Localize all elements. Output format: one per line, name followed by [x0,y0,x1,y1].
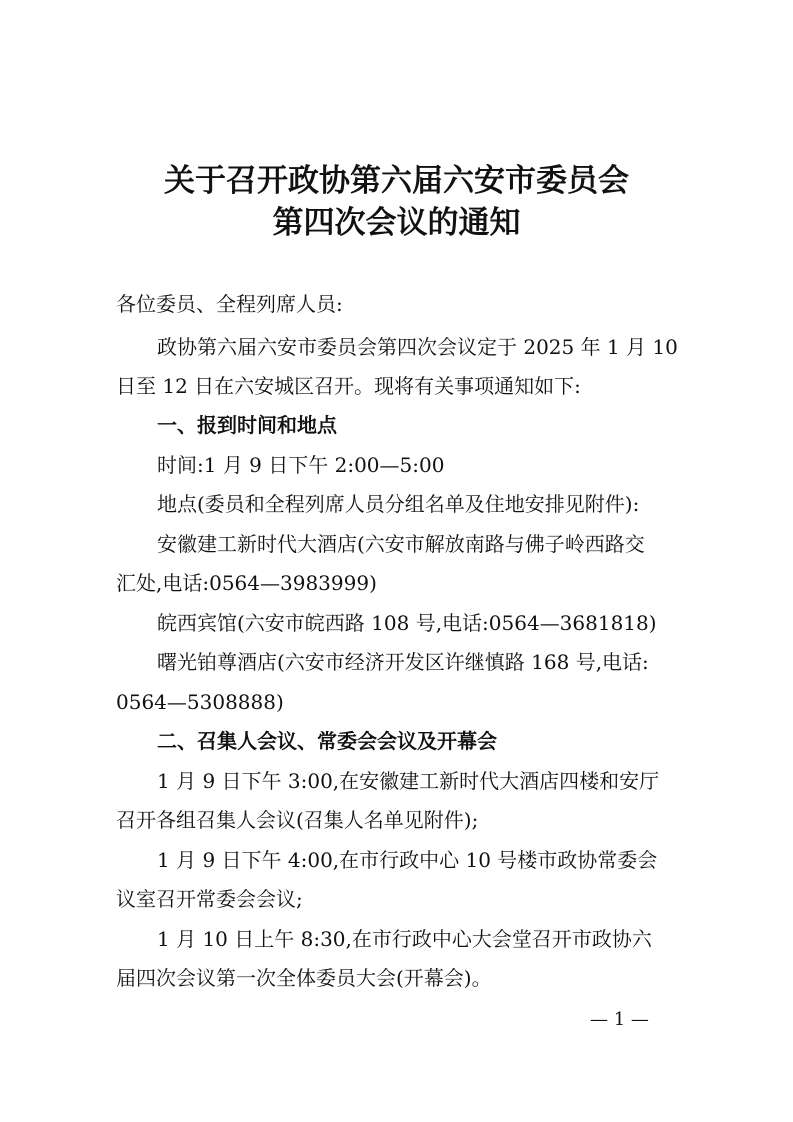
hotel-1-line-1: 安徽建工新时代大酒店(六安市解放南路与佛子岭西路交 [157,532,645,556]
page-number: — 1 — [590,1009,649,1030]
hotel-1-line-2: 汇处,电话:0564—3983999) [116,571,377,595]
item-2-line-2: 议室召开常委会会议; [116,887,303,911]
hotel-2-line: 皖西宾馆(六安市皖西路 108 号,电话:0564—3681818) [157,611,657,635]
hotel-3-line-2: 0564—5308888) [116,690,284,714]
item-3-line-1: 1 月 10 日上午 8:30,在市行政中心大会堂召开市政协六 [157,927,652,951]
section-2-heading: 二、召集人会议、常委会会议及开幕会 [157,729,497,753]
time-line: 时间:1 月 9 日下午 2:00—5:00 [157,453,445,477]
place-line: 地点(委员和全程列席人员分组名单及住地安排见附件): [157,492,640,516]
intro-paragraph-line-2: 日至 12 日在六安城区召开。现将有关事项通知如下: [116,374,581,398]
hotel-3-line-1: 曙光铂尊酒店(六安市经济开发区许继慎路 168 号,电话: [157,650,649,674]
intro-paragraph-line-1: 政协第六届六安市委员会第四次会议定于 2025 年 1 月 10 [157,335,678,359]
item-1-line-2: 召开各组召集人会议(召集人名单见附件); [116,808,479,832]
item-3-line-2: 届四次会议第一次全体委员大会(开幕会)。 [116,966,492,990]
salutation: 各位委员、全程列席人员: [116,292,343,316]
item-2-line-1: 1 月 9 日下午 4:00,在市行政中心 10 号楼市政协常委会 [157,848,658,872]
section-1-heading: 一、报到时间和地点 [157,413,337,437]
document-title-line-2: 第四次会议的通知 [272,205,521,241]
document-title-line-1: 关于召开政协第六届六安市委员会 [164,163,629,199]
item-1-line-1: 1 月 9 日下午 3:00,在安徽建工新时代大酒店四楼和安厅 [157,769,660,793]
